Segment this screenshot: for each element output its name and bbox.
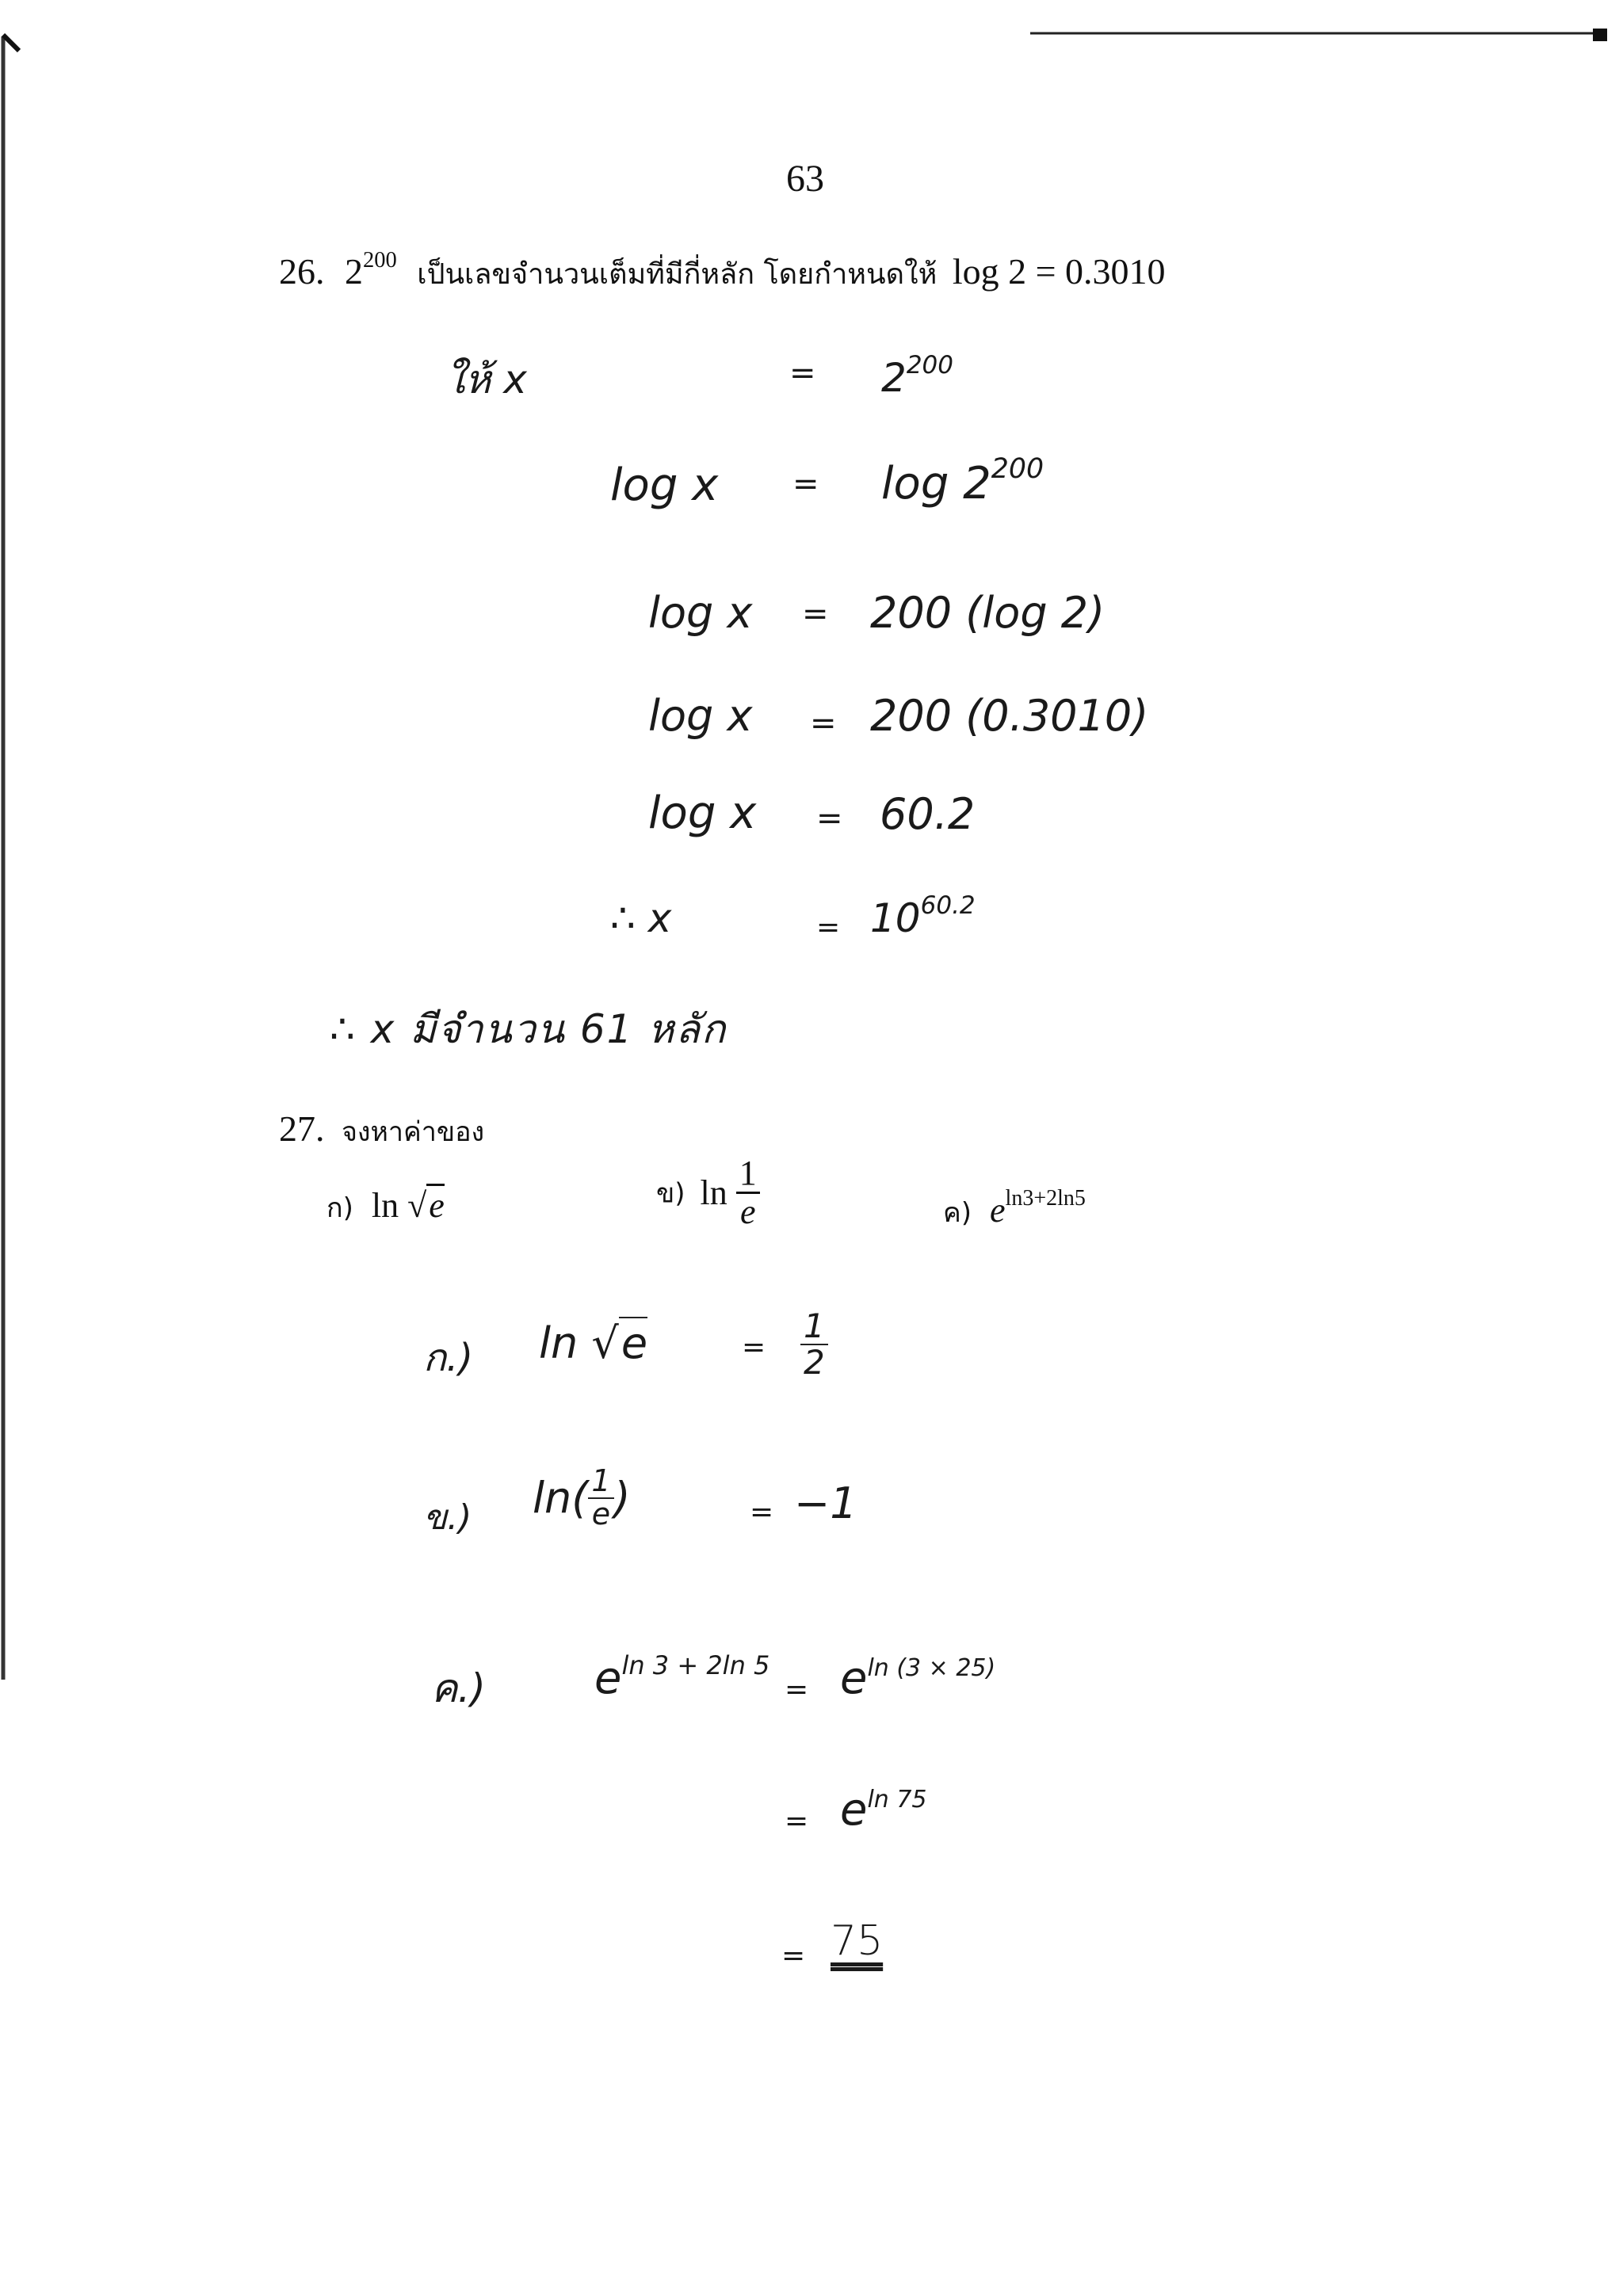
left-edge-tick — [3, 35, 19, 51]
answer-c-eq2: = — [785, 1805, 809, 1837]
work-lhs: ให้ x — [445, 357, 527, 402]
answer-fn: ln — [539, 1318, 579, 1368]
power-exponent: ln 75 — [867, 1785, 927, 1814]
answer-c-eq1: = — [785, 1673, 809, 1706]
work-eq: = — [810, 705, 837, 742]
page-number: 63 — [786, 158, 824, 200]
work-eq: = — [816, 911, 841, 944]
question-number: 26. — [279, 251, 325, 292]
answer-fn: ln — [533, 1473, 572, 1524]
fraction — [736, 1155, 760, 1230]
work-lhs: log x — [648, 588, 753, 638]
work-lhs: log x — [648, 788, 757, 839]
power-base: e — [594, 1653, 622, 1704]
question-number: 27. — [279, 1108, 325, 1149]
question-text: เป็นเลขจำนวนเต็มที่มีกี่หลัก โดยกำหนดให้ — [417, 258, 938, 291]
sqrt-radicand: e — [426, 1184, 445, 1225]
question-26 — [279, 247, 1166, 296]
conclusion: ∴ x มีจำนวน 61 หลัก — [330, 1006, 727, 1052]
answer-c-final: 75 — [831, 1917, 884, 1965]
power-base: e — [840, 1653, 868, 1704]
part-fn: ln — [700, 1173, 727, 1213]
sqrt: √e — [591, 1318, 648, 1368]
answer-b-eq: = — [750, 1496, 774, 1528]
answer-a-value — [800, 1306, 828, 1383]
fraction-numerator: 1 — [739, 1154, 757, 1192]
answer-c-rhs1 — [840, 1653, 995, 1704]
power-exponent: ln3+2ln5 — [1005, 1186, 1086, 1211]
question-27 — [279, 1108, 484, 1153]
work-rhs-base: 2 — [881, 355, 907, 401]
given-value: log 2 = 0.3010 — [952, 251, 1166, 292]
answer-b-label: ข.) — [423, 1497, 472, 1538]
work-eq: = — [789, 355, 816, 391]
work-row — [445, 349, 527, 411]
answer-b-value: −1 — [794, 1478, 857, 1528]
work-lhs: log x — [648, 691, 753, 741]
answer-c-lhs — [594, 1650, 770, 1704]
work-lhs: log x — [610, 460, 719, 511]
work-rhs: 200 (0.3010) — [870, 691, 1149, 741]
power-base: e — [990, 1191, 1006, 1230]
part-a — [327, 1185, 445, 1229]
fraction-numerator: 1 — [804, 1306, 825, 1345]
work-rhs-exp: 60.2 — [920, 891, 976, 920]
power-exponent: ln (3 × 25) — [867, 1653, 996, 1682]
fraction — [800, 1306, 828, 1383]
fraction-denominator: e — [588, 1497, 613, 1531]
work-rhs: 200 (log 2) — [870, 588, 1106, 638]
answer-a-label: ก.) — [423, 1336, 474, 1380]
fraction-denominator: 2 — [800, 1344, 828, 1380]
answer-c-label: ค.) — [431, 1665, 486, 1711]
work-eq: = — [792, 466, 819, 502]
answer-a-expr — [539, 1318, 647, 1368]
sqrt-radicand: e — [619, 1317, 647, 1368]
work-rhs: 60.2 — [880, 789, 976, 839]
part-b — [656, 1155, 760, 1230]
part-c — [943, 1186, 1086, 1234]
power-base: e — [840, 1784, 868, 1836]
part-label: ข) — [656, 1177, 685, 1210]
work-rhs-base: log 2 — [881, 458, 991, 509]
work-rhs-exp: 200 — [991, 452, 1044, 485]
answer-c-rhs2 — [840, 1784, 927, 1836]
fraction-numerator: 1 — [591, 1463, 611, 1498]
work-rhs — [881, 452, 1044, 509]
power-exponent: ln 3 + 2ln 5 — [621, 1650, 770, 1680]
work-rhs-base: 10 — [870, 895, 921, 941]
work-eq: = — [802, 596, 829, 632]
power-exponent: 200 — [363, 247, 397, 273]
part-label: ค) — [943, 1197, 972, 1229]
part-fn: ln — [371, 1186, 399, 1225]
answer-c-eq3: = — [781, 1939, 806, 1972]
work-lhs: ∴ x — [610, 895, 672, 941]
part-label: ก) — [327, 1192, 353, 1224]
answer-a-eq: = — [742, 1331, 766, 1363]
fraction-denominator: e — [736, 1192, 760, 1230]
fraction — [588, 1463, 613, 1531]
answer-b-expr: ln( $\frac{1}{e}$ ) — [533, 1463, 631, 1531]
power-base: 2 — [345, 251, 363, 292]
work-rhs — [881, 350, 953, 401]
sqrt: √e — [407, 1185, 445, 1226]
work-eq: = — [816, 800, 843, 837]
work-rhs — [870, 891, 976, 941]
work-rhs-exp: 200 — [906, 350, 953, 379]
question-text: จงหาค่าของ — [342, 1116, 485, 1148]
corner-mark — [1593, 29, 1607, 41]
